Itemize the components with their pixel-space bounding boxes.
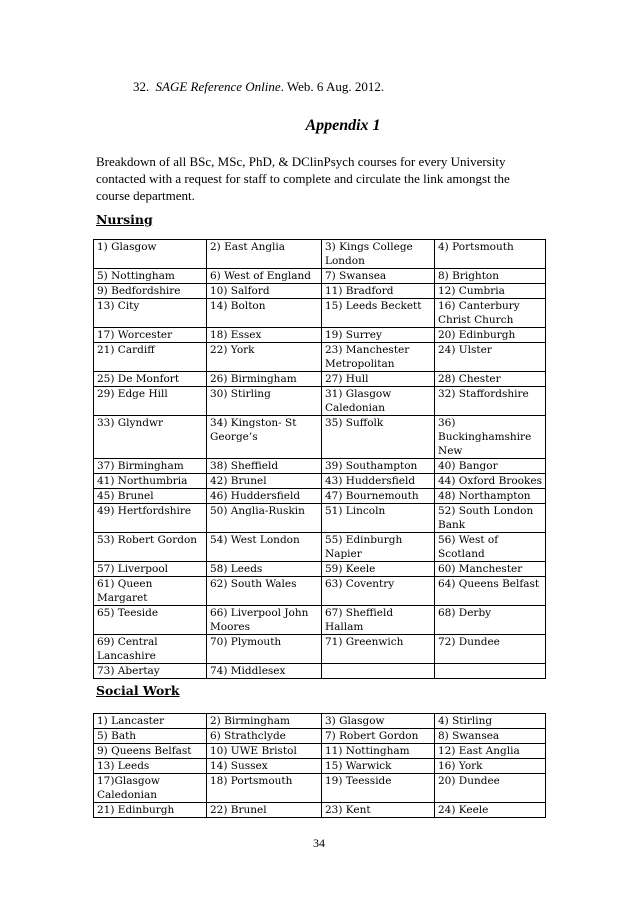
nursing-table bbox=[93, 239, 546, 679]
table-cell: 17) Worcester bbox=[94, 328, 207, 343]
table-row bbox=[94, 759, 546, 774]
table-cell: 10) Salford bbox=[207, 284, 322, 299]
reference-source: SAGE Reference Online bbox=[155, 79, 281, 94]
table-row bbox=[94, 299, 546, 328]
social-work-table-body bbox=[94, 714, 546, 818]
table-cell: 7) Swansea bbox=[322, 269, 435, 284]
page-number: 34 bbox=[313, 836, 325, 850]
table-cell: 18) Portsmouth bbox=[207, 774, 322, 803]
table-cell: 7) Robert Gordon bbox=[322, 729, 435, 744]
table-cell: 58) Leeds bbox=[207, 562, 322, 577]
table-cell: 67) Sheffield Hallam bbox=[322, 606, 435, 635]
table-cell: 21) Edinburgh bbox=[94, 803, 207, 818]
table-cell bbox=[322, 664, 435, 679]
table-cell: 60) Manchester bbox=[435, 562, 546, 577]
table-cell: 45) Brunel bbox=[94, 489, 207, 504]
table-cell: 72) Dundee bbox=[435, 635, 546, 664]
table-cell: 21) Cardiff bbox=[94, 343, 207, 372]
table-row bbox=[94, 774, 546, 803]
table-row bbox=[94, 269, 546, 284]
table-cell: 55) Edinburgh Napier bbox=[322, 533, 435, 562]
social-work-heading: Social Work bbox=[96, 683, 180, 698]
table-cell: 12) Cumbria bbox=[435, 284, 546, 299]
table-cell: 2) Birmingham bbox=[207, 714, 322, 729]
table-cell: 56) West of Scotland bbox=[435, 533, 546, 562]
table-cell: 15) Warwick bbox=[322, 759, 435, 774]
table-cell: 40) Bangor bbox=[435, 459, 546, 474]
table-cell: 3) Kings College London bbox=[322, 240, 435, 269]
table-cell: 24) Ulster bbox=[435, 343, 546, 372]
table-cell: 3) Glasgow bbox=[322, 714, 435, 729]
table-row bbox=[94, 240, 546, 269]
intro-paragraph: Breakdown of all BSc, MSc, PhD, & DClinPsych courses for every University contacted with a request for staff to complete and circulate the link amongst the course department. bbox=[96, 154, 510, 203]
table-cell: 18) Essex bbox=[207, 328, 322, 343]
table-row bbox=[94, 635, 546, 664]
table-cell: 31) Glasgow Caledonian bbox=[322, 387, 435, 416]
table-cell: 70) Plymouth bbox=[207, 635, 322, 664]
table-row bbox=[94, 562, 546, 577]
table-row bbox=[94, 459, 546, 474]
table-cell: 15) Leeds Beckett bbox=[322, 299, 435, 328]
table-cell: 61) Queen Margaret bbox=[94, 577, 207, 606]
table-cell: 38) Sheffield bbox=[207, 459, 322, 474]
table-cell: 48) Northampton bbox=[435, 489, 546, 504]
table-cell: 41) Northumbria bbox=[94, 474, 207, 489]
table-row bbox=[94, 343, 546, 372]
table-cell: 14) Sussex bbox=[207, 759, 322, 774]
table-cell: 24) Keele bbox=[435, 803, 546, 818]
table-cell: 37) Birmingham bbox=[94, 459, 207, 474]
table-cell: 68) Derby bbox=[435, 606, 546, 635]
table-cell: 27) Hull bbox=[322, 372, 435, 387]
table-cell: 19) Teesside bbox=[322, 774, 435, 803]
table-cell: 44) Oxford Brookes bbox=[435, 474, 546, 489]
table-cell: 35) Suffolk bbox=[322, 416, 435, 459]
table-row bbox=[94, 489, 546, 504]
table-row bbox=[94, 606, 546, 635]
social-work-table bbox=[93, 713, 546, 818]
table-cell: 71) Greenwich bbox=[322, 635, 435, 664]
table-cell: 73) Abertay bbox=[94, 664, 207, 679]
table-cell: 30) Stirling bbox=[207, 387, 322, 416]
table-cell: 10) UWE Bristol bbox=[207, 744, 322, 759]
table-cell bbox=[435, 664, 546, 679]
table-row bbox=[94, 387, 546, 416]
table-cell: 20) Edinburgh bbox=[435, 328, 546, 343]
table-cell: 54) West London bbox=[207, 533, 322, 562]
table-cell: 4) Stirling bbox=[435, 714, 546, 729]
table-cell: 13) Leeds bbox=[94, 759, 207, 774]
table-cell: 11) Bradford bbox=[322, 284, 435, 299]
table-cell: 69) Central Lancashire bbox=[94, 635, 207, 664]
table-row bbox=[94, 372, 546, 387]
appendix-title: Appendix 1 bbox=[305, 117, 381, 134]
table-row bbox=[94, 284, 546, 299]
table-cell: 17)Glasgow Caledonian bbox=[94, 774, 207, 803]
table-cell: 12) East Anglia bbox=[435, 744, 546, 759]
table-row bbox=[94, 474, 546, 489]
reference-number: 32. bbox=[133, 79, 150, 94]
table-cell: 13) City bbox=[94, 299, 207, 328]
table-row bbox=[94, 577, 546, 606]
table-cell: 66) Liverpool John Moores bbox=[207, 606, 322, 635]
table-cell: 9) Bedfordshire bbox=[94, 284, 207, 299]
table-cell: 52) South London Bank bbox=[435, 504, 546, 533]
table-cell: 4) Portsmouth bbox=[435, 240, 546, 269]
table-cell: 1) Glasgow bbox=[94, 240, 207, 269]
table-cell: 36) Buckinghamshire New bbox=[435, 416, 546, 459]
table-cell: 19) Surrey bbox=[322, 328, 435, 343]
table-cell: 25) De Monfort bbox=[94, 372, 207, 387]
table-cell: 42) Brunel bbox=[207, 474, 322, 489]
table-cell: 32) Staffordshire bbox=[435, 387, 546, 416]
table-cell: 23) Manchester Metropolitan bbox=[322, 343, 435, 372]
table-cell: 34) Kingston- St George’s bbox=[207, 416, 322, 459]
table-cell: 39) Southampton bbox=[322, 459, 435, 474]
table-row bbox=[94, 714, 546, 729]
nursing-table-body bbox=[94, 240, 546, 679]
table-cell: 53) Robert Gordon bbox=[94, 533, 207, 562]
table-cell: 62) South Wales bbox=[207, 577, 322, 606]
table-cell: 8) Brighton bbox=[435, 269, 546, 284]
table-row bbox=[94, 504, 546, 533]
reference-details: . Web. 6 Aug. 2012. bbox=[280, 79, 385, 94]
table-cell: 9) Queens Belfast bbox=[94, 744, 207, 759]
table-cell: 74) Middlesex bbox=[207, 664, 322, 679]
table-cell: 16) York bbox=[435, 759, 546, 774]
table-row bbox=[94, 416, 546, 459]
table-cell: 26) Birmingham bbox=[207, 372, 322, 387]
nursing-heading: Nursing bbox=[96, 212, 153, 227]
table-cell: 5) Bath bbox=[94, 729, 207, 744]
table-row bbox=[94, 803, 546, 818]
table-cell: 14) Bolton bbox=[207, 299, 322, 328]
table-cell: 59) Keele bbox=[322, 562, 435, 577]
table-row bbox=[94, 328, 546, 343]
table-cell: 51) Lincoln bbox=[322, 504, 435, 533]
table-cell: 57) Liverpool bbox=[94, 562, 207, 577]
table-cell: 5) Nottingham bbox=[94, 269, 207, 284]
table-cell: 49) Hertfordshire bbox=[94, 504, 207, 533]
table-cell: 33) Glyndwr bbox=[94, 416, 207, 459]
table-row bbox=[94, 664, 546, 679]
table-cell: 22) York bbox=[207, 343, 322, 372]
table-row bbox=[94, 744, 546, 759]
table-cell: 6) West of England bbox=[207, 269, 322, 284]
table-cell: 23) Kent bbox=[322, 803, 435, 818]
table-row bbox=[94, 729, 546, 744]
table-cell: 65) Teeside bbox=[94, 606, 207, 635]
table-cell: 16) Canterbury Christ Church bbox=[435, 299, 546, 328]
table-cell: 64) Queens Belfast bbox=[435, 577, 546, 606]
table-row bbox=[94, 533, 546, 562]
table-cell: 50) Anglia-Ruskin bbox=[207, 504, 322, 533]
table-cell: 47) Bournemouth bbox=[322, 489, 435, 504]
table-cell: 46) Huddersfield bbox=[207, 489, 322, 504]
table-cell: 22) Brunel bbox=[207, 803, 322, 818]
table-cell: 6) Strathclyde bbox=[207, 729, 322, 744]
table-cell: 63) Coventry bbox=[322, 577, 435, 606]
table-cell: 43) Huddersfield bbox=[322, 474, 435, 489]
table-cell: 29) Edge Hill bbox=[94, 387, 207, 416]
table-cell: 1) Lancaster bbox=[94, 714, 207, 729]
table-cell: 28) Chester bbox=[435, 372, 546, 387]
table-cell: 11) Nottingham bbox=[322, 744, 435, 759]
table-cell: 2) East Anglia bbox=[207, 240, 322, 269]
table-cell: 20) Dundee bbox=[435, 774, 546, 803]
table-cell: 8) Swansea bbox=[435, 729, 546, 744]
reference-entry bbox=[133, 79, 384, 95]
